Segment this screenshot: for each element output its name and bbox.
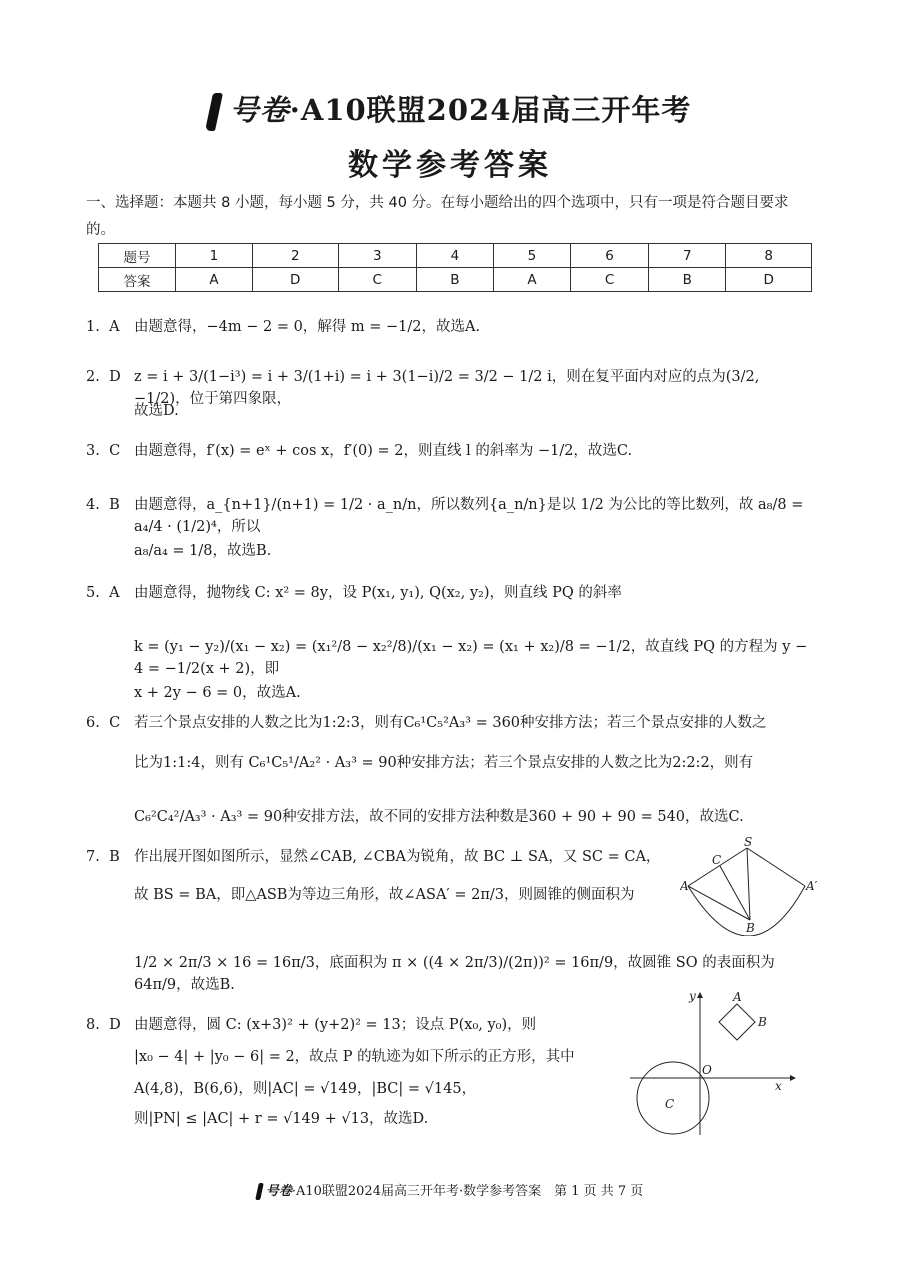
solution-8-text: 由题意得，圆 C: (x+3)² + (y+2)² = 13；设点 P(x₀, y₀)，则	[134, 1017, 537, 1033]
label-C: C	[712, 853, 722, 867]
table-cell: 答案	[99, 268, 176, 292]
table-cell: B	[416, 268, 493, 292]
section-heading: 一、选择题：本题共 8 小题，每小题 5 分，共 40 分。在每小题给出的四个选项中，只有一项是符合题目要求的。	[86, 195, 789, 238]
table-cell: B	[649, 268, 726, 292]
solution-8-text-end: 则|PN| ≤ |AC| + r = √149 + √13，故选D.	[134, 1111, 429, 1127]
table-cell: D	[252, 268, 338, 292]
solution-5-text: 由题意得，抛物线 C: x² = 8y，设 P(x₁, y₁), Q(x₂, y₂)，则直线 PQ 的斜率	[134, 585, 622, 601]
solution-7-text-end: 1/2 × 2π/3 × 16 = 16π/3，底面积为 π × ((4 × 2π/3)/(2π))² = 16π/9，故圆锥 SO 的表面积为 64π/9，故选B.	[134, 955, 775, 993]
solution-7-text: 作出展开图如图所示，显然∠CAB, ∠CBA为锐角，故 BC ⊥ SA，又 SC = CA，	[134, 849, 661, 865]
table-cell: 7	[649, 244, 726, 268]
solution-2-text: z = i + 3/(1−i³) = i + 3/(1+i) = i + 3(1−i)/2 = 3/2 − 1/2 i，则在复平面内对应的点为(3/2, −1/2)，位于第四象限，	[134, 369, 760, 407]
table-cell: 5	[493, 244, 570, 268]
trajectory-square	[719, 1004, 755, 1040]
title-line-1: ·A10联盟2024届高三开年考	[289, 93, 692, 127]
solution-number: 6. C	[86, 715, 121, 731]
solution-number: 4. B	[86, 497, 120, 513]
label-S: S	[744, 836, 753, 849]
solution-number: 1. A	[86, 319, 120, 335]
segment-SA-prime	[747, 848, 805, 886]
solution-5-text-end: x + 2y − 6 = 0，故选A.	[134, 685, 301, 701]
solution-6-text-end: C₆²C₄²/A₃³ · A₃³ = 90种安排方法，故不同的安排方法种数是360 + 90 + 90 = 540，故选C.	[134, 809, 744, 825]
segment-SB	[747, 848, 750, 920]
circle-square-figure	[625, 990, 800, 1140]
label-O: O	[702, 1063, 712, 1077]
label-x: x	[775, 1079, 782, 1093]
table-cell: A	[176, 268, 253, 292]
table-cell: D	[726, 268, 812, 292]
document-subtitle: 数学参考答案	[348, 148, 552, 183]
table-cell: 1	[176, 244, 253, 268]
table-cell: 4	[416, 244, 493, 268]
brand-name: 号卷	[229, 93, 290, 127]
table-cell: A	[493, 268, 570, 292]
table-cell: 2	[252, 244, 338, 268]
brand-logo-icon	[205, 93, 223, 131]
table-cell: C	[338, 268, 416, 292]
table-row	[99, 244, 812, 268]
solution-3-text: 由题意得，f′(x) = eˣ + cos x，f′(0) = 2，则直线 l 的斜率为 −1/2，故选C.	[134, 443, 633, 459]
solution-4-text: 由题意得，a_{n+1}/(n+1) = 1/2 · a_n/n，所以数列{a_n/n}是以 1/2 为公比的等比数列，故 a₈/8 = a₄/4 · (1/2)⁴，所以	[134, 497, 804, 535]
label-B: B	[758, 1015, 767, 1029]
table-row	[99, 268, 812, 292]
solution-6-text-cont: 比为1:1:4，则有 C₆¹C₅¹/A₂² · A₃³ = 90种安排方法；若三个景点安排的人数之比为2:2:2，则有	[134, 755, 754, 771]
solution-5-text-cont: k = (y₁ − y₂)/(x₁ − x₂) = (x₁²/8 − x₂²/8)/(x₁ − x₂) = (x₁ + x₂)/8 = −1/2，故直线 PQ 的方程为 y − 4 = −1/2(x + 2)，即	[134, 639, 808, 677]
table-cell: C	[570, 268, 648, 292]
label-A: A	[680, 879, 689, 893]
label-y: y	[689, 990, 696, 1003]
solution-8-text-cont2: A(4,8)，B(6,6)，则|AC| = √149，|BC| = √145，	[134, 1081, 477, 1097]
table-cell: 3	[338, 244, 416, 268]
solution-number: 8. D	[86, 1017, 121, 1033]
label-B: B	[746, 921, 755, 935]
label-A: A	[733, 990, 742, 1004]
solution-4-text-cont: a₈/a₄ = 1/8，故选B.	[134, 543, 272, 559]
solution-6-text: 若三个景点安排的人数之比为1:2:3，则有C₆¹C₅²A₃³ = 360种安排方法；若三个景点安排的人数之	[134, 715, 767, 731]
answer-table	[98, 243, 812, 292]
solution-number: 3. C	[86, 443, 121, 459]
solution-number: 2. D	[86, 369, 121, 385]
y-axis-arrow-icon	[697, 992, 703, 998]
label-C: C	[665, 1097, 675, 1111]
solution-7-text-cont: 故 BS = BA，即△ASB为等边三角形，故∠ASA′ = 2π/3，则圆锥的侧面积为	[134, 887, 635, 903]
table-cell: 题号	[99, 244, 176, 268]
footer-brand: 号卷	[265, 1184, 292, 1199]
x-axis-arrow-icon	[790, 1075, 796, 1081]
solution-2-text-cont: 故选D.	[134, 403, 179, 419]
table-cell: 6	[570, 244, 648, 268]
table-cell: 8	[726, 244, 812, 268]
solution-1-text: 由题意得，−4m − 2 = 0，解得 m = −1/2，故选A.	[134, 319, 481, 335]
solution-number: 7. B	[86, 849, 120, 865]
solution-8-text-cont: |x₀ − 4| + |y₀ − 6| = 2，故点 P 的轨迹为如下所示的正方形，其中	[134, 1049, 575, 1065]
brand-logo-icon	[255, 1183, 264, 1200]
page-footer	[0, 1180, 900, 1200]
cone-unfolding-figure	[680, 836, 820, 936]
footer-text: ·A10联盟2024届高三开年考·数学参考答案 第 1 页 共 7 页	[291, 1184, 644, 1199]
document-title	[0, 88, 900, 131]
solution-number: 5. A	[86, 585, 120, 601]
label-A-prime: A′	[806, 879, 818, 893]
